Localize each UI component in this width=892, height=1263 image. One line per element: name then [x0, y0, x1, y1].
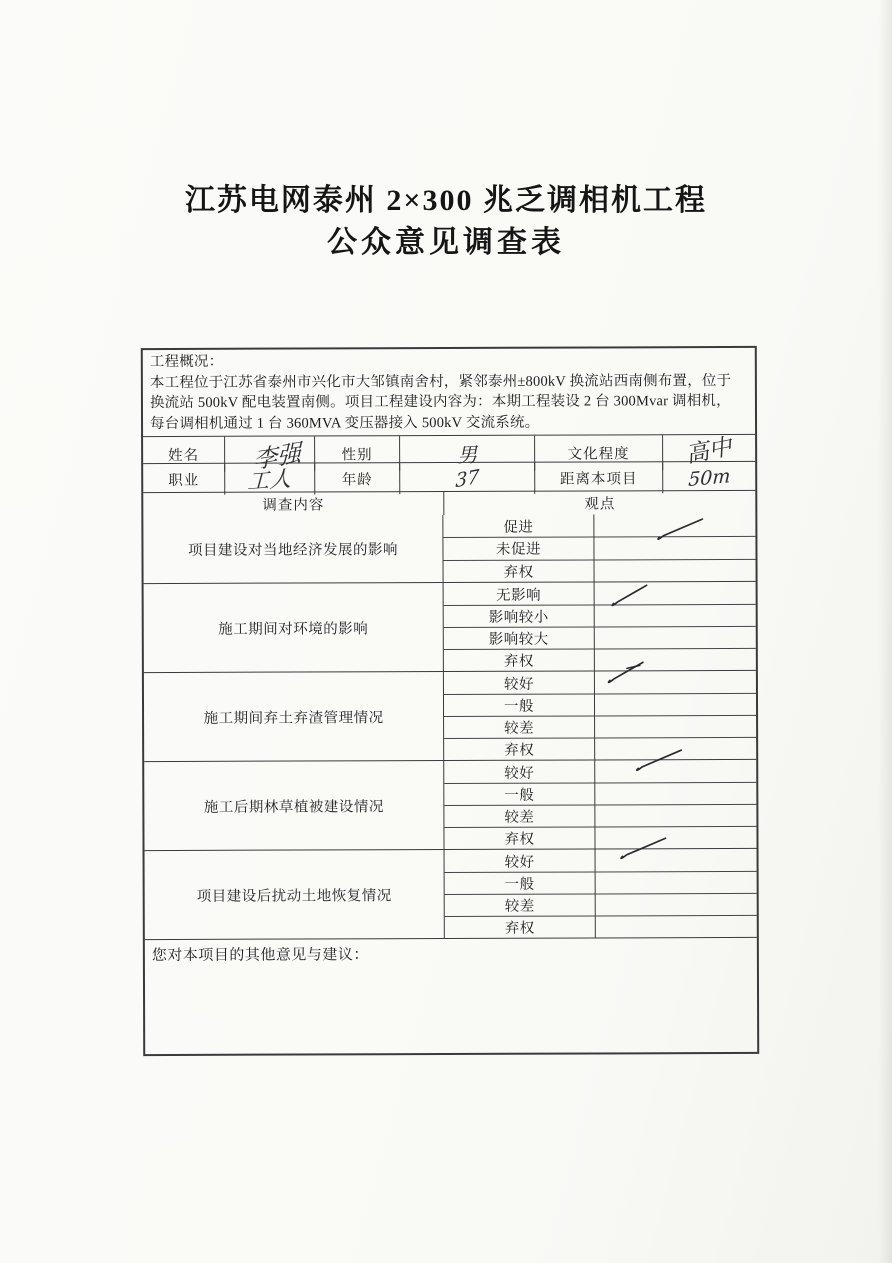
check-mark-icon	[619, 835, 669, 859]
option-label-弃权: 弃权	[444, 737, 595, 760]
check-mark-icon	[611, 582, 651, 606]
check-mark-icon	[635, 747, 685, 771]
info-label-年龄	[314, 463, 399, 494]
option-label-较差: 较差	[444, 804, 595, 827]
question-group-1	[144, 581, 756, 672]
project-overview-line-2: 每台调相机通过 1 台 360MVA 变压器接入 500kV 交流系统。	[150, 414, 540, 432]
question-text: 项目建设后扰动土地恢复情况	[145, 850, 445, 939]
document-title	[0, 180, 892, 264]
survey-form-table	[141, 346, 759, 1056]
option-check-cell-一般	[595, 782, 756, 805]
option-label-较差: 较差	[444, 715, 595, 738]
info-label-text: 性别	[341, 447, 373, 464]
personal-info-row-1	[143, 461, 755, 496]
comments-label: 您对本项目的其他意见与建议：	[151, 947, 369, 965]
option-label-较差: 较差	[445, 893, 596, 916]
option-label-一般: 一般	[444, 693, 595, 716]
option-label-弃权: 弃权	[444, 648, 595, 671]
option-label-一般: 一般	[444, 782, 595, 805]
project-overview-text	[150, 370, 748, 434]
option-check-cell-较好	[595, 671, 756, 694]
question-text: 施工期间弃土弃渣管理情况	[144, 672, 444, 761]
option-check-cell-较差	[596, 893, 757, 916]
info-label-职业	[143, 464, 224, 495]
option-check-cell-一般	[596, 871, 757, 894]
personal-info-section	[143, 433, 755, 496]
option-label-一般: 一般	[445, 871, 596, 894]
survey-header-row	[143, 490, 755, 516]
option-label-较好: 较好	[444, 671, 595, 694]
project-overview-label: 工程概况：	[149, 353, 224, 371]
option-label-促进: 促进	[443, 514, 594, 537]
handwritten-value: 高中	[683, 433, 734, 469]
project-overview-line-0: 本工程位于江苏省泰州市兴化市大邹镇南舍村，紧邻泰州±800kV 换流站西南侧布置，位于	[149, 372, 732, 391]
info-value-职业	[224, 463, 314, 494]
info-value-年龄	[399, 463, 534, 494]
info-label-text: 职业	[168, 472, 200, 489]
scan-edge-shading	[878, 0, 892, 1263]
question-group-4	[145, 848, 757, 939]
option-check-cell-一般	[595, 693, 756, 716]
option-label-较好: 较好	[444, 760, 595, 783]
survey-content-header: 调查内容	[262, 497, 325, 514]
option-check-cell-影响较小	[595, 604, 756, 627]
option-check-cell-促进	[594, 514, 755, 537]
option-label-影响较大: 影响较大	[444, 626, 595, 649]
info-label-text: 年龄	[341, 472, 373, 489]
question-group-0	[143, 514, 755, 583]
document-title-line1: 江苏电网泰州 2×300 兆乏调相机工程	[184, 184, 708, 217]
option-check-cell-较差	[595, 715, 756, 738]
option-label-未促进: 未促进	[443, 537, 594, 560]
info-label-距离本项目	[534, 462, 662, 493]
comments-cell	[145, 937, 757, 1054]
project-overview-line-1: 换流站 500kV 配电装置南侧。项目工程建设内容为：本期工程装设 2 台 300Mvar 调相机，	[149, 393, 731, 412]
option-check-cell-较好	[596, 849, 757, 872]
info-label-text: 文化程度	[567, 446, 630, 463]
option-check-cell-较好	[595, 760, 756, 783]
option-label-弃权: 弃权	[445, 915, 596, 938]
option-label-影响较小: 影响较小	[444, 604, 595, 627]
option-label-无影响: 无影响	[444, 582, 595, 605]
option-check-cell-弃权	[595, 559, 756, 582]
handwritten-value: 男	[456, 442, 478, 468]
question-text: 施工期间对环境的影响	[144, 583, 444, 672]
option-label-弃权: 弃权	[444, 559, 595, 582]
option-label-较好: 较好	[445, 849, 596, 872]
question-text: 项目建设对当地经济发展的影响	[143, 515, 443, 583]
option-check-cell-弃权	[596, 915, 757, 938]
option-check-cell-影响较大	[595, 626, 756, 649]
document-title-line2: 公众意见调查表	[327, 226, 565, 259]
info-value-距离本项目	[662, 462, 755, 493]
personal-info-row-0	[143, 433, 755, 475]
info-label-text: 姓名	[168, 447, 200, 464]
project-overview-cell	[143, 348, 755, 436]
question-text: 施工后期林草植被建设情况	[144, 761, 444, 850]
option-check-cell-无影响	[595, 582, 756, 605]
handwritten-value: 37	[454, 465, 480, 492]
check-mark-icon	[607, 659, 647, 683]
check-mark-icon	[656, 516, 706, 540]
option-label-弃权: 弃权	[444, 826, 595, 849]
handwritten-value: 工人	[247, 466, 292, 496]
survey-questions	[143, 514, 756, 939]
info-label-text: 距离本项目	[559, 471, 638, 488]
option-check-cell-较差	[595, 804, 756, 827]
handwritten-value: 李强	[252, 438, 301, 475]
survey-viewpoint-header: 观点	[443, 491, 755, 515]
handwritten-value: 50m	[687, 464, 731, 491]
